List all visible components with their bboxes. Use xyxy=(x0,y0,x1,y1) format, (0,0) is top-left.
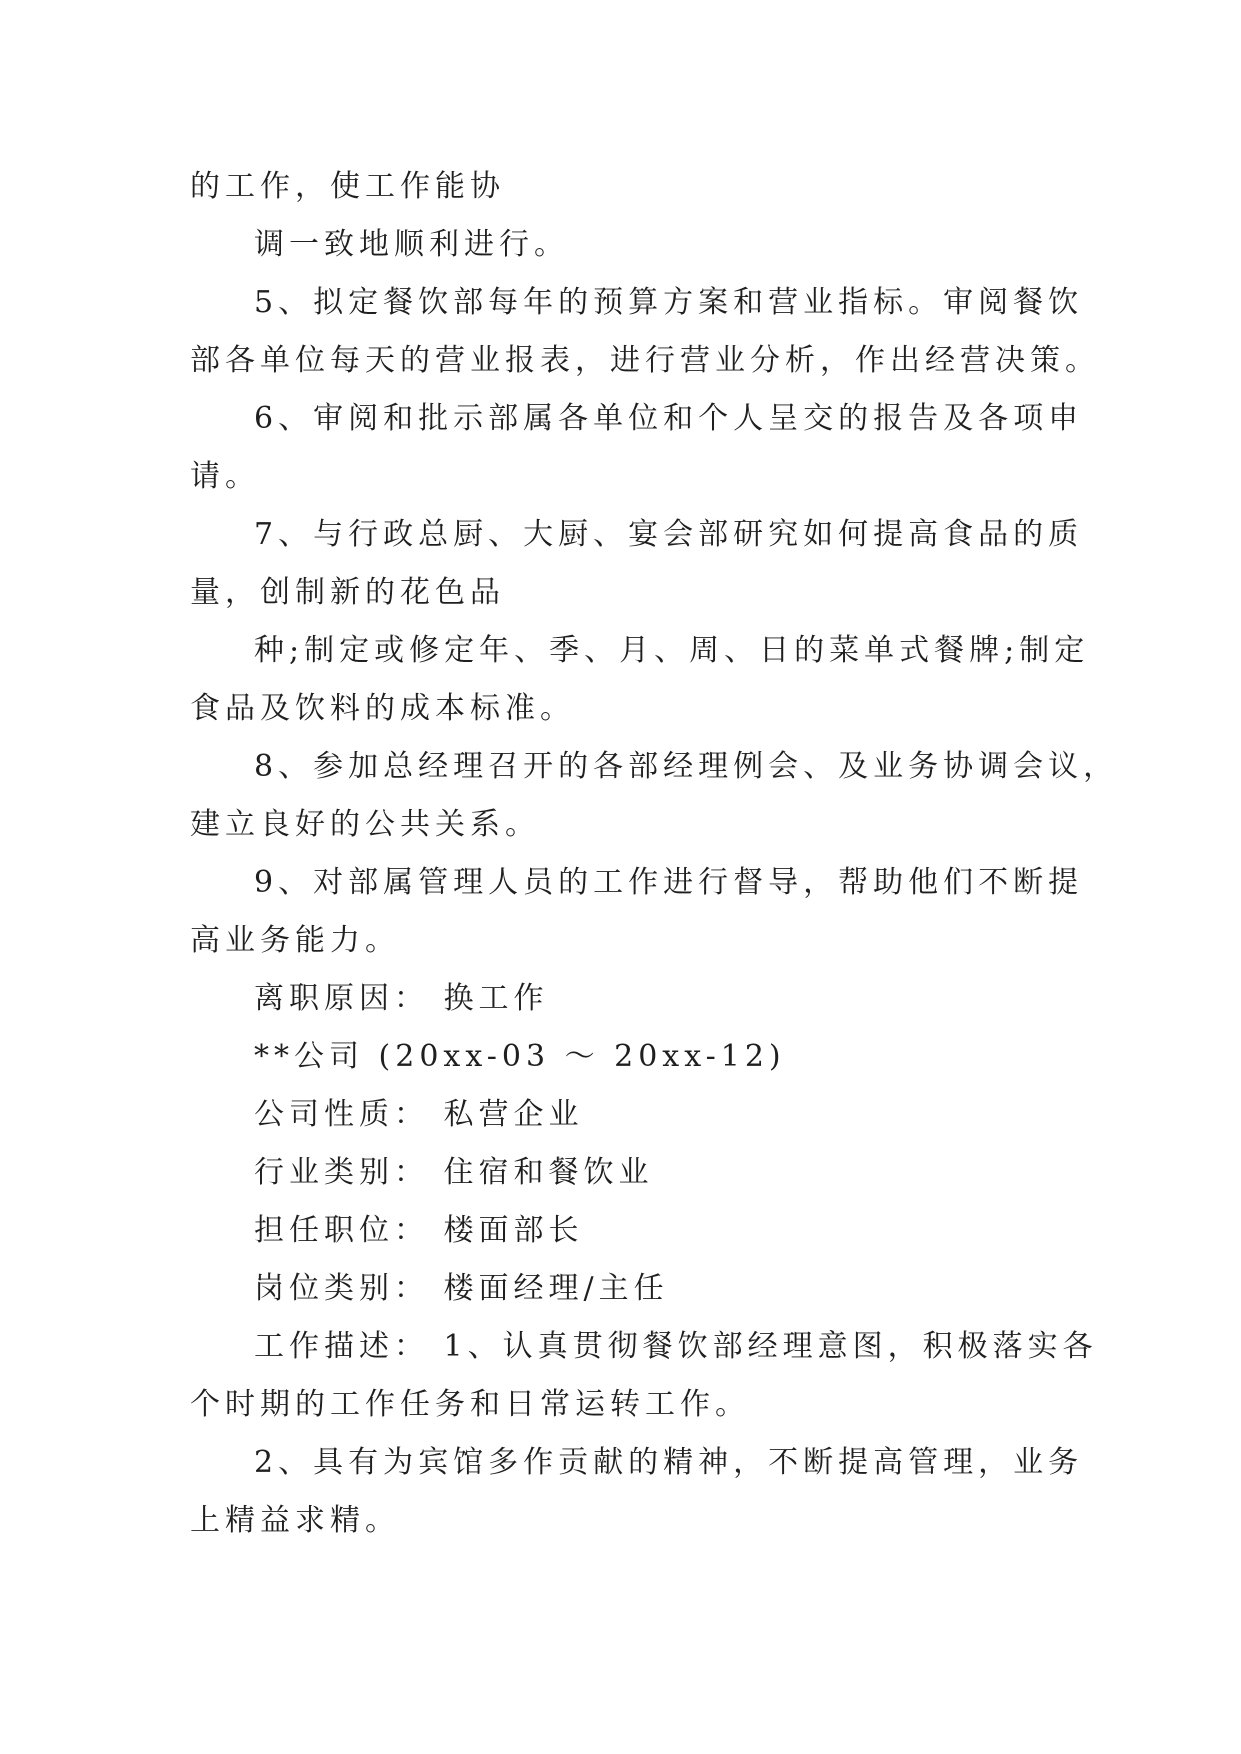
text-line: 离职原因： 换工作 xyxy=(254,981,549,1016)
text-line: 7、与行政总厨、大厨、宴会部研究如何提高食品的质 xyxy=(254,517,1084,552)
text-line: 行业类别： 住宿和餐饮业 xyxy=(254,1155,654,1190)
document-body xyxy=(190,158,1119,1550)
text-line: 担任职位： 楼面部长 xyxy=(254,1213,584,1248)
text-line: 岗位类别： 楼面经理/主任 xyxy=(254,1271,669,1306)
text-line: 6、审阅和批示部属各单位和个人呈交的报告及各项申 xyxy=(254,401,1084,436)
text-line: 个时期的工作任务和日常运转工作。 xyxy=(190,1387,750,1422)
text-line: 建立良好的公共关系。 xyxy=(190,807,540,842)
text-line: 部各单位每天的营业报表，进行营业分析，作出经营决策。 xyxy=(190,343,1100,378)
text-line: 5、拟定餐饮部每年的预算方案和营业指标。审阅餐饮 xyxy=(254,285,1084,320)
text-line: 9、对部属管理人员的工作进行督导，帮助他们不断提 xyxy=(254,865,1084,900)
text-line: 公司性质： 私营企业 xyxy=(254,1097,584,1132)
text-line: 工作描述： 1、认真贯彻餐饮部经理意图，积极落实各 xyxy=(254,1329,1098,1364)
text-line: 8、参加总经理召开的各部经理例会、及业务协调会议， xyxy=(254,749,1119,784)
text-line: 食品及饮料的成本标准。 xyxy=(190,691,575,726)
text-line: 请。 xyxy=(190,459,260,494)
text-line: 高业务能力。 xyxy=(190,923,400,958)
text-line: 调一致地顺利进行。 xyxy=(254,227,569,262)
text-line: 的工作，使工作能协 xyxy=(190,169,505,204)
text-line: 2、具有为宾馆多作贡献的精神，不断提高管理，业务 xyxy=(254,1445,1084,1480)
text-line: 上精益求精。 xyxy=(190,1503,400,1538)
text-line: 量，创制新的花色品 xyxy=(190,575,505,610)
text-line: 种;制定或修定年、季、月、周、日的菜单式餐牌;制定 xyxy=(254,633,1090,668)
text-line: **公司 (20xx-03 ～ 20xx-12) xyxy=(254,1039,786,1074)
